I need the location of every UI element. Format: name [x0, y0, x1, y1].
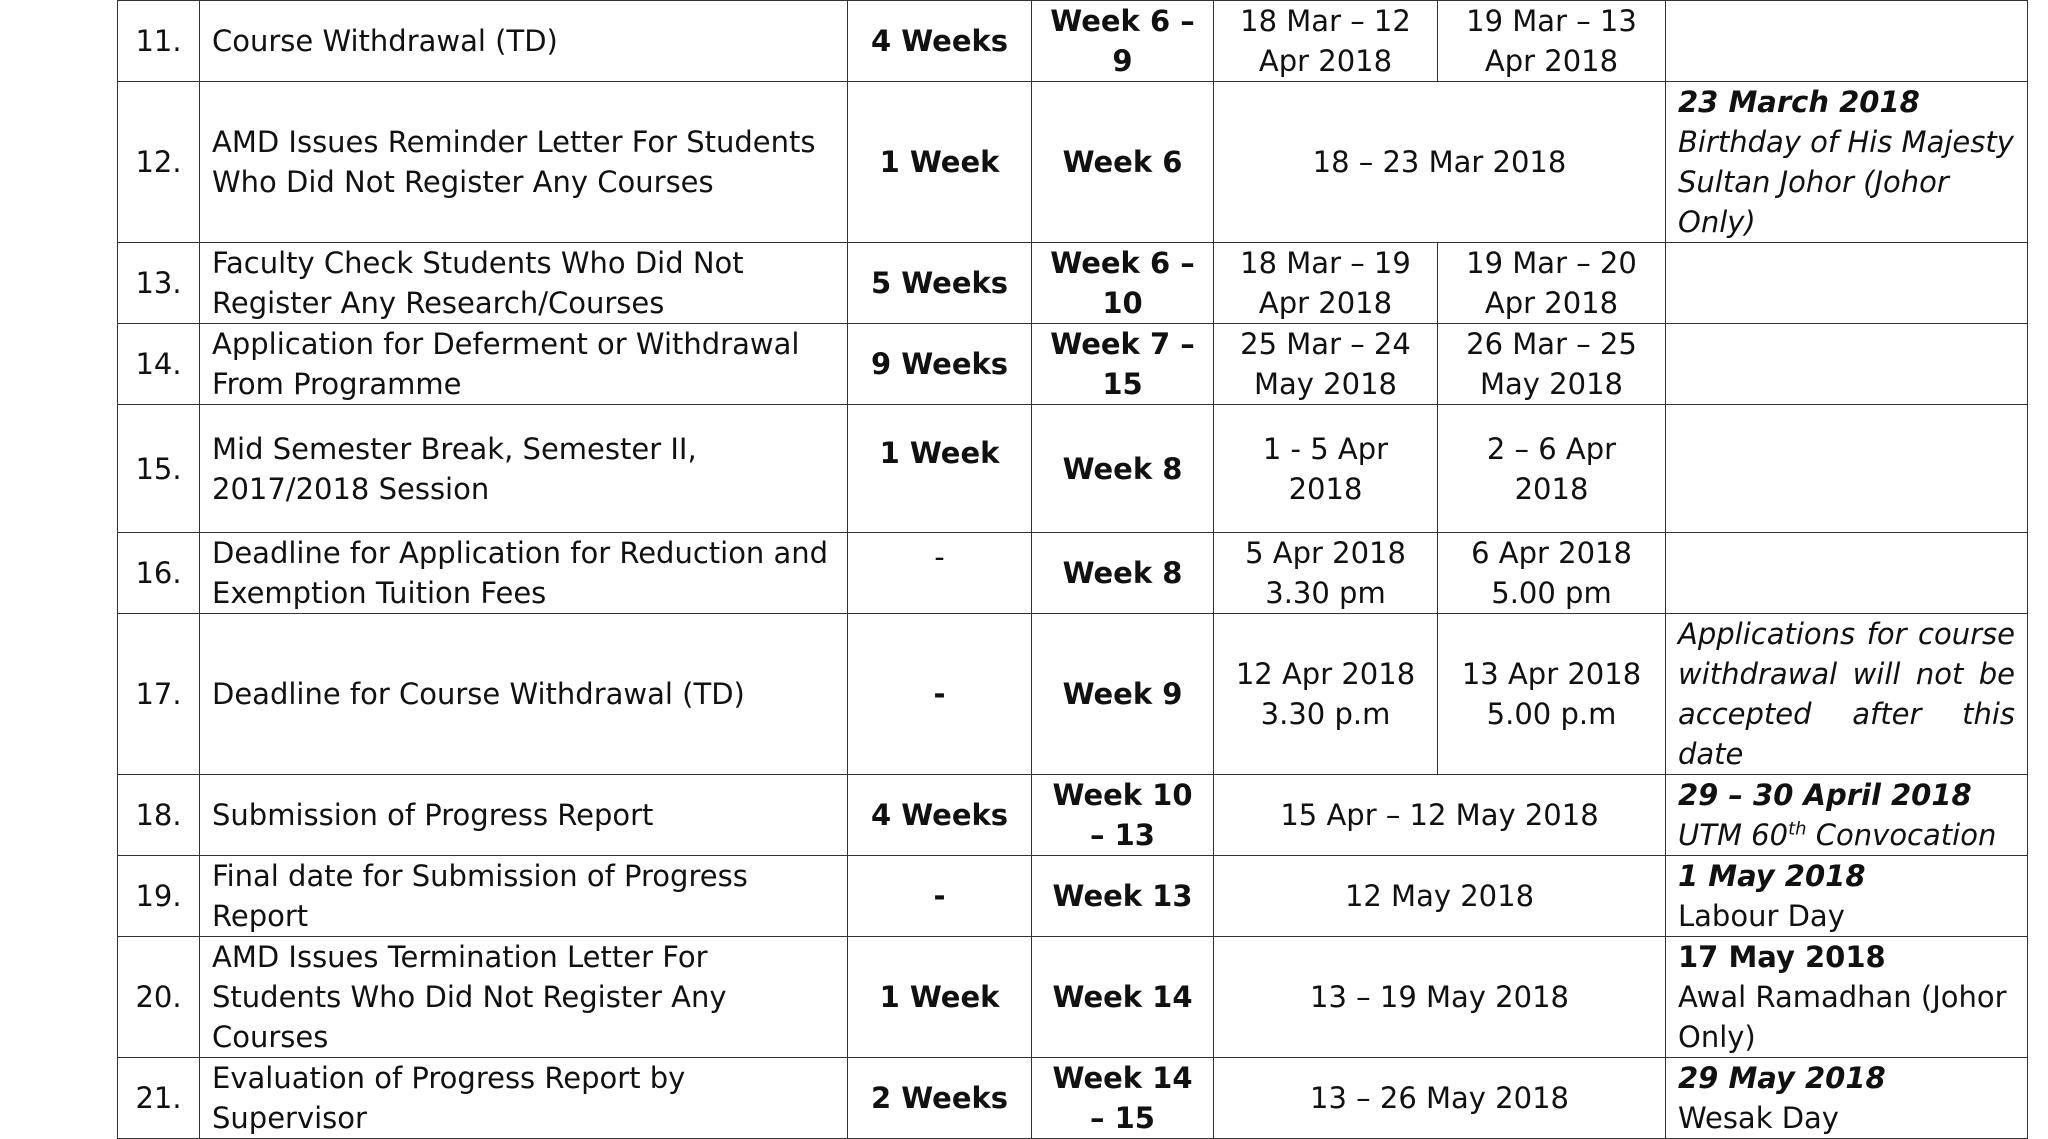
remark-date: 29 May 2018	[1678, 1061, 1886, 1095]
date-cell: 12 May 2018	[1214, 856, 1666, 937]
remark-text: Awal Ramadhan (Johor Only)	[1678, 980, 2007, 1054]
remark-cell	[1666, 243, 2028, 324]
duration-cell: 2 Weeks	[848, 1058, 1032, 1139]
date-cell: 25 Mar – 24 May 2018	[1214, 324, 1438, 405]
date-cell: 12 Apr 2018 3.30 p.m	[1214, 614, 1438, 775]
duration-cell: 1 Week	[848, 82, 1032, 243]
remark-date: 29 – 30 April 2018	[1678, 778, 1972, 812]
duration-cell: -	[848, 614, 1032, 775]
activity-cell: Deadline for Course Withdrawal (TD)	[200, 614, 848, 775]
week-cell: Week 7 – 15	[1032, 324, 1214, 405]
activity-cell: AMD Issues Reminder Letter For Students Who Did Not Register Any Courses	[200, 82, 848, 243]
table-row	[118, 856, 2028, 937]
table-row	[118, 614, 2028, 775]
row-number: 15.	[118, 405, 200, 533]
date-cell: 2 – 6 Apr 2018	[1438, 405, 1666, 533]
remark-text: Labour Day	[1678, 899, 1845, 933]
remark-cell	[1666, 856, 2028, 937]
activity-cell: Course Withdrawal (TD)	[200, 1, 848, 82]
duration-cell: 4 Weeks	[848, 775, 1032, 856]
week-cell: Week 9	[1032, 614, 1214, 775]
week-cell: Week 10 – 13	[1032, 775, 1214, 856]
remark-cell	[1666, 937, 2028, 1058]
activity-cell: Application for Deferment or Withdrawal From Programme	[200, 324, 848, 405]
date-cell: 26 Mar – 25 May 2018	[1438, 324, 1666, 405]
date-cell: 5 Apr 2018 3.30 pm	[1214, 533, 1438, 614]
remark-text: UTM 60th Convocation	[1678, 818, 1997, 852]
date-cell: 13 – 19 May 2018	[1214, 937, 1666, 1058]
date-cell: 18 – 23 Mar 2018	[1214, 82, 1666, 243]
activity-cell: Submission of Progress Report	[200, 775, 848, 856]
row-number: 18.	[118, 775, 200, 856]
duration-cell: 9 Weeks	[848, 324, 1032, 405]
remark-text: Birthday of His Majesty Sultan Johor (Johor Only)	[1678, 125, 2014, 239]
week-cell: Week 13	[1032, 856, 1214, 937]
remark-date: 23 March 2018	[1678, 85, 1920, 119]
date-cell: 15 Apr – 12 May 2018	[1214, 775, 1666, 856]
date-cell: 1 - 5 Apr 2018	[1214, 405, 1438, 533]
row-number: 14.	[118, 324, 200, 405]
week-cell: Week 14	[1032, 937, 1214, 1058]
table-row	[118, 82, 2028, 243]
table-row	[118, 1058, 2028, 1139]
week-cell: Week 8	[1032, 533, 1214, 614]
row-number: 13.	[118, 243, 200, 324]
remark-cell	[1666, 775, 2028, 856]
date-cell: 13 – 26 May 2018	[1214, 1058, 1666, 1139]
remark-cell	[1666, 533, 2028, 614]
duration-cell: 1 Week	[848, 937, 1032, 1058]
table-row	[118, 533, 2028, 614]
academic-calendar-table	[117, 0, 2028, 1139]
row-number: 19.	[118, 856, 200, 937]
duration-cell: -	[848, 533, 1032, 614]
row-number: 16.	[118, 533, 200, 614]
remark-text: Wesak Day	[1678, 1101, 1839, 1135]
week-cell: Week 8	[1032, 405, 1214, 533]
remark-cell: Applications for course withdrawal will not be accepted after this date	[1666, 614, 2028, 775]
table-row	[118, 324, 2028, 405]
activity-cell: Deadline for Application for Reduction and Exemption Tuition Fees	[200, 533, 848, 614]
date-cell: 19 Mar – 20 Apr 2018	[1438, 243, 1666, 324]
remark-date: 17 May 2018	[1678, 940, 1886, 974]
week-cell: Week 6 – 10	[1032, 243, 1214, 324]
activity-cell: Faculty Check Students Who Did Not Register Any Research/Courses	[200, 243, 848, 324]
date-cell: 18 Mar – 12 Apr 2018	[1214, 1, 1438, 82]
activity-cell: Evaluation of Progress Report by Supervisor	[200, 1058, 848, 1139]
table-row	[118, 1, 2028, 82]
week-cell: Week 6	[1032, 82, 1214, 243]
duration-cell: -	[848, 856, 1032, 937]
week-cell: Week 14 – 15	[1032, 1058, 1214, 1139]
remark-cell	[1666, 324, 2028, 405]
week-cell: Week 6 – 9	[1032, 1, 1214, 82]
remark-cell	[1666, 1, 2028, 82]
remark-cell	[1666, 1058, 2028, 1139]
activity-cell: Mid Semester Break, Semester II, 2017/2018 Session	[200, 405, 848, 533]
duration-cell: 1 Week	[848, 405, 1032, 533]
remark-cell	[1666, 82, 2028, 243]
remark-cell	[1666, 405, 2028, 533]
remark-date: 1 May 2018	[1678, 859, 1866, 893]
row-number: 21.	[118, 1058, 200, 1139]
table-row	[118, 243, 2028, 324]
date-cell: 18 Mar – 19 Apr 2018	[1214, 243, 1438, 324]
row-number: 20.	[118, 937, 200, 1058]
table-row	[118, 775, 2028, 856]
duration-cell: 5 Weeks	[848, 243, 1032, 324]
duration-cell: 4 Weeks	[848, 1, 1032, 82]
row-number: 11.	[118, 1, 200, 82]
row-number: 17.	[118, 614, 200, 775]
table-row	[118, 937, 2028, 1058]
activity-cell: AMD Issues Termination Letter For Students Who Did Not Register Any Courses	[200, 937, 848, 1058]
row-number: 12.	[118, 82, 200, 243]
date-cell: 6 Apr 2018 5.00 pm	[1438, 533, 1666, 614]
activity-cell: Final date for Submission of Progress Report	[200, 856, 848, 937]
date-cell: 13 Apr 2018 5.00 p.m	[1438, 614, 1666, 775]
table-row	[118, 405, 2028, 533]
date-cell: 19 Mar – 13 Apr 2018	[1438, 1, 1666, 82]
